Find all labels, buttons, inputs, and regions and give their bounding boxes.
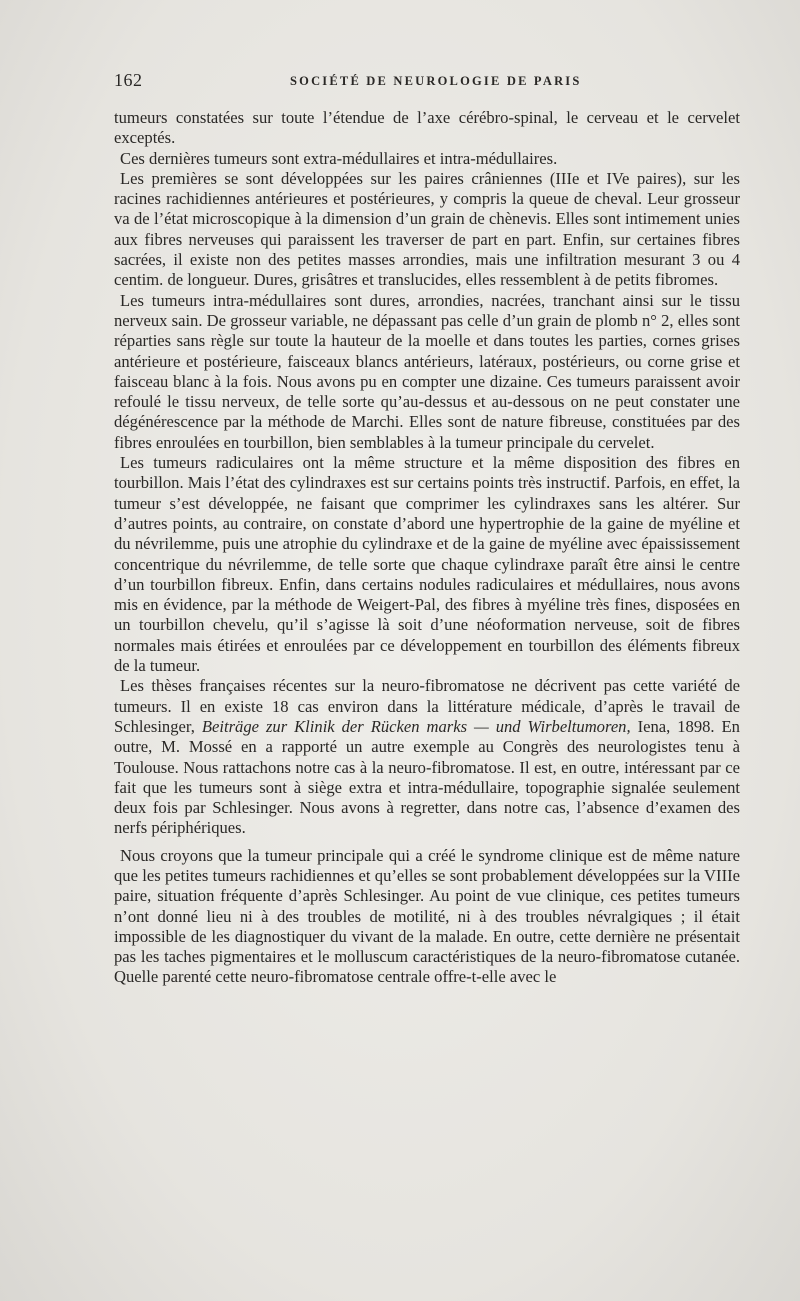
paragraph-extra-medullary: Les premières se sont développées sur les paires crâniennes (IIIe et IVe paires), sur les racines rachidiennes antérieures et postérieures, y compris la queue de cheval. Leur grosseur va de l’état microscopique à la dimension d’un grain de chènevis. Elles sont intimement unies aux fibres nerveuses qui paraissent les traverser de part en part. Enfin, sur certaines fibres sacrées, il existe non des petites masses arrondies, mais une infiltration mesurant 3 ou 4 centim. de longueur. Dures, grisâtres et translucides, elles ressemblent à de petits fibromes. [114, 168, 740, 290]
paragraph-french-theses [114, 676, 740, 838]
page-number: 162 [114, 70, 143, 90]
paragraph-continuation: tumeurs constatées sur toute l’étendue de l’axe cérébro-spinal, le cerveau et le cervelet exceptés. [114, 108, 740, 148]
paragraph-text: Iena, 1898. En outre, M. Mossé en a rapporté un autre exemple au Congrès des neurologistes tenu à Toulouse. Nous rattachons notre cas à la neuro-fibromatose. Il est, en outre, intéressant par ce fait que les tumeurs sont à siège extra et intra-médullaire, topographie signalée seulement deux fois par Schlesinger. Nous avons à regretter, dans notre cas, l’absence d’examen des nerfs périphériques. [114, 716, 740, 838]
paragraph-text: Les thèses françaises récentes sur la neuro-fibromatose ne décrivent pas cette variété de tumeurs. Il en existe 18 cas environ dans la littérature médicale, d’après le travail de Schlesinger, [114, 676, 740, 736]
body-text [114, 108, 740, 988]
paragraph-intra-medullary: Les tumeurs intra-médullaires sont dures, arrondies, nacrées, tranchant ainsi sur le tissu nerveux sain. De grosseur variable, ne dépassant pas celle d’un grain de plomb n° 2, elles sont réparties sans règle sur toute la hauteur de la moelle et dans toutes les parties, cornes grises antérieure et postérieure, faisceaux blancs antérieurs, latéraux, postérieurs, ou corne grise et faisceau blanc à la fois. Nous avons pu en compter une dizaine. Ces tumeurs paraissent avoir refoulé le tissu nerveux, de telle sorte qu’au-dessus et au-dessous on ne peut constater une dégénérescence par la méthode de Marchi. Elles sont de nature fibreuse, constituées par des fibres enroulées en tourbillon, bien semblables à la tumeur principale du cervelet. [114, 290, 740, 452]
page-header [114, 70, 740, 94]
paragraph-tumor-types: Ces dernières tumeurs sont extra-médullaires et intra-médullaires. [120, 148, 558, 168]
running-title: SOCIÉTÉ DE NEUROLOGIE DE PARIS [290, 74, 582, 88]
paragraph-conclusion: Nous croyons que la tumeur principale qui a créé le syndrome clinique est de même nature que les petites tumeurs rachidiennes et qu’elles se sont probablement développées sur la VIIIe paire, situation fréquente d’après Schlesinger. Au point de vue clinique, ces petites tumeurs n’ont donné lieu ni à des troubles de motilité, ni à des troubles névralgiques ; il était impossible de les diagnostiquer du vivant de la malade. En outre, cette dernière ne présentait pas les taches pigmentaires et le molluscum caractéristiques de la neuro-fibromatose cutanée. Quelle parenté cette neuro-fibromatose centrale offre-t-elle avec le [114, 845, 740, 987]
citation-title: Beiträge zur Klinik der Rücken marks — und Wirbeltumoren, [201, 716, 631, 736]
paragraph-radicular: Les tumeurs radiculaires ont la même structure et la même disposition des fibres en tourbillon. Mais l’état des cylindraxes est sur certains points très instructif. Parfois, en effet, la tumeur s’est développée, ne faisant que comprimer les cylindraxes sans les altérer. Sur d’autres points, au contraire, on constate d’abord une hypertrophie de la gaine de myéline et du névrilemme, puis une atrophie du cylindraxe et de la gaine de myéline avec épaississement concentrique du névrilemme, de telle sorte que chaque cylindraxe paraît être ainsi le centre d’un tourbillon fibreux. Enfin, dans certains nodules radiculaires et médullaires, nous avons mis en évidence, par la méthode de Weigert-Pal, des fibres à myéline très fines, disposées en un tourbillon chevelu, qu’il s’agisse là soit d’une néoformation nerveuse, soit de fibres normales mais étirées et enroulées par ce développement en tourbillon des éléments fibreux de la tumeur. [114, 453, 740, 676]
